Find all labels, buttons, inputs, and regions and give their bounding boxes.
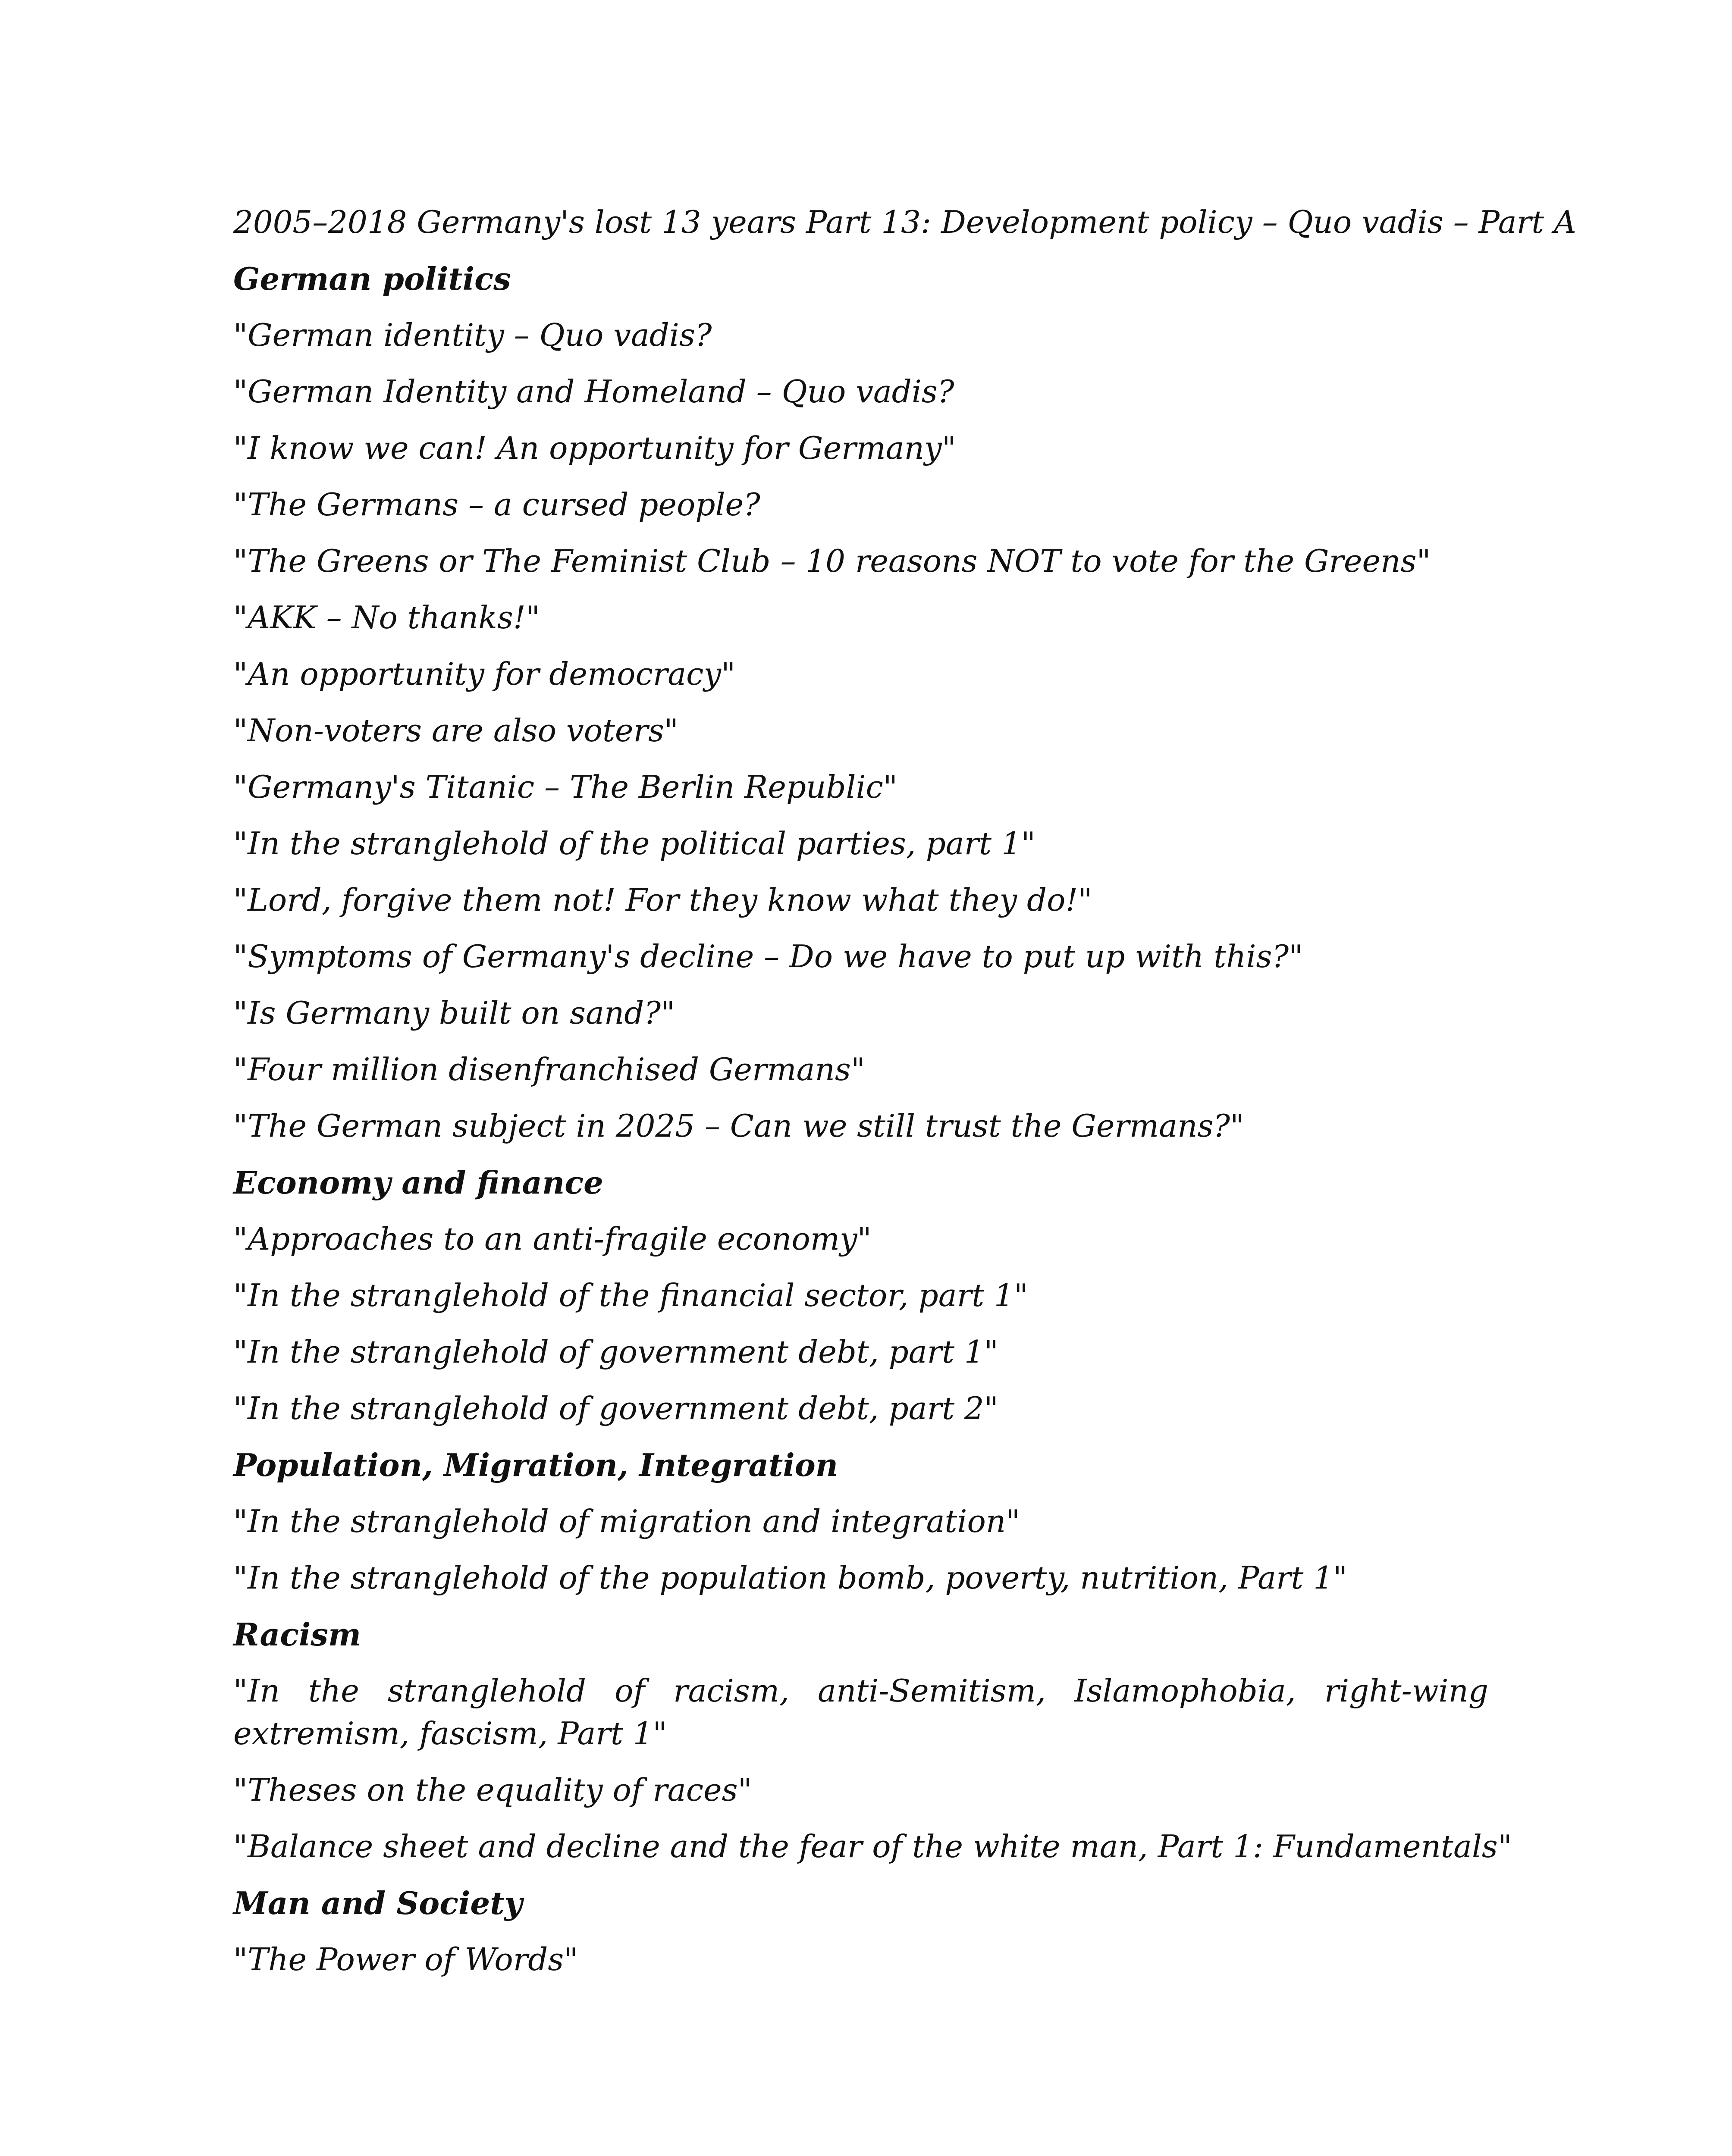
list-item: "The Power of Words" xyxy=(233,1941,578,1977)
list-item: "Four million disenfranchised Germans" xyxy=(233,1051,865,1087)
list-item: "Theses on the equality of races" xyxy=(233,1772,752,1808)
document-content xyxy=(233,201,1576,1995)
list-item: "Symptoms of Germany's decline – Do we have to put up with this?" xyxy=(233,938,1303,975)
list-item: "In the stranglehold of the financial sector, part 1" xyxy=(233,1277,1028,1313)
list-item: "German Identity and Homeland – Quo vadis? xyxy=(233,373,954,410)
list-item: "Lord, forgive them not! For they know what they do!" xyxy=(233,882,1092,918)
list-item: "In the stranglehold of government debt, part 1" xyxy=(233,1334,998,1370)
list-item: "Approaches to an anti-fragile economy" xyxy=(233,1221,872,1257)
section-heading-population-migration-integration: Population, Migration, Integration xyxy=(233,1447,838,1483)
list-item: "An opportunity for democracy" xyxy=(233,656,736,692)
section-heading-german-politics: German politics xyxy=(233,260,511,297)
list-item: "In the stranglehold of government debt, part 2" xyxy=(233,1390,998,1426)
list-item: "In the stranglehold of racism, anti-Semitism, Islamophobia, right-wing extremism, fascism, Part 1" xyxy=(233,1673,1488,1752)
list-item: "In the stranglehold of the political parties, part 1" xyxy=(233,825,1035,862)
section-heading-racism: Racism xyxy=(233,1616,361,1653)
list-item: "The Greens or The Feminist Club – 10 reasons NOT to vote for the Greens" xyxy=(233,543,1431,579)
list-item: "AKK – No thanks!" xyxy=(233,599,540,636)
section-heading-man-and-society: Man and Society xyxy=(233,1885,523,1921)
list-item: "The Germans – a cursed people? xyxy=(233,486,760,523)
list-item: "German identity – Quo vadis? xyxy=(233,317,712,353)
document-title: 2005–2018 Germany's lost 13 years Part 13: Development policy – Quo vadis – Part A xyxy=(233,204,1576,240)
list-item: "Non-voters are also voters" xyxy=(233,712,679,749)
list-item: "In the stranglehold of migration and integration" xyxy=(233,1503,1020,1539)
section-heading-economy-and-finance: Economy and finance xyxy=(233,1164,603,1201)
list-item: "Balance sheet and decline and the fear of the white man, Part 1: Fundamentals" xyxy=(233,1828,1512,1865)
list-item: "I know we can! An opportunity for Germany" xyxy=(233,430,956,466)
list-item: "Germany's Titanic – The Berlin Republic" xyxy=(233,769,897,805)
list-item: "In the stranglehold of the population bomb, poverty, nutrition, Part 1" xyxy=(233,1560,1348,1596)
list-item: "Is Germany built on sand?" xyxy=(233,995,675,1031)
list-item: "The German subject in 2025 – Can we still trust the Germans?" xyxy=(233,1108,1245,1144)
